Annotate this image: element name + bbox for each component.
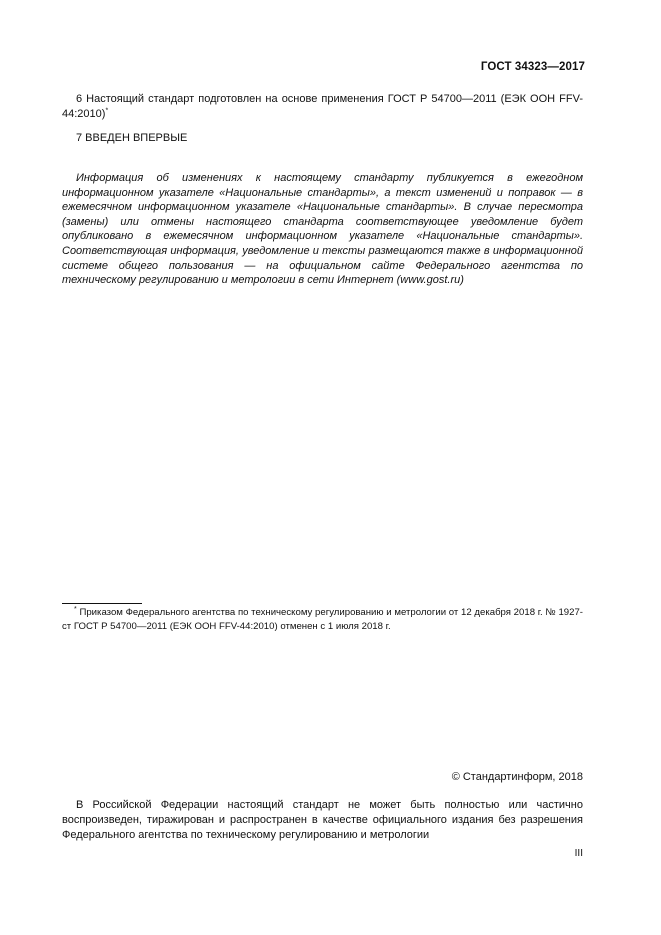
item-7-paragraph: 7 ВВЕДЕН ВПЕРВЫЕ: [76, 132, 188, 144]
item-6-text: 6 Настоящий стандарт подготовлен на основе применения ГОСТ Р 54700—2011 (ЕЭК ООН FFV-44:2010): [62, 93, 583, 120]
footnote-mark: *: [74, 605, 77, 613]
standard-code-header: ГОСТ 34323—2017: [480, 61, 585, 73]
footnote-text: Приказом Федерального агентства по техническому регулированию и метрологии от 12 декабря 2018 г. № 1927-ст ГОСТ Р 54700—2011 (ЕЭК ООН FFV-44:2010) отменен с 1 июля 2018 г.: [62, 607, 584, 632]
item-6-paragraph: [62, 92, 583, 122]
footnote-separator: [62, 603, 142, 604]
reproduction-notice: В Российской Федерации настоящий стандарт не может быть полностью или частично воспроизведен, тиражирован и распространен в качестве официального издания без разрешения Федерального агентства по техническому регулированию и метрологии: [62, 799, 583, 841]
item-6-footnote-mark: *: [105, 107, 109, 115]
copyright-notice: © Стандартинформ, 2018: [451, 771, 583, 783]
update-information-paragraph: Информация об изменениях к настоящему стандарту публикуется в ежегодном информационном указателе «Национальные стандарты», а текст изменений и поправок — в ежемесячном информационном указателе «Национальные стандарты». В случае пересмотра (замены) или отмены настоящего стандарта соответствующее уведомление будет опубликовано в ежемесячном информационном указателе «Национальные стандарты». Соответствующая информация, уведомление и тексты размещаются также в информационной системе общего пользования — на официальном сайте Федерального агентства по техническому регулированию и метрологии в сети Интернет (www.gost.ru): [62, 172, 583, 287]
footnote: [62, 606, 583, 634]
page-number: III: [574, 848, 583, 859]
